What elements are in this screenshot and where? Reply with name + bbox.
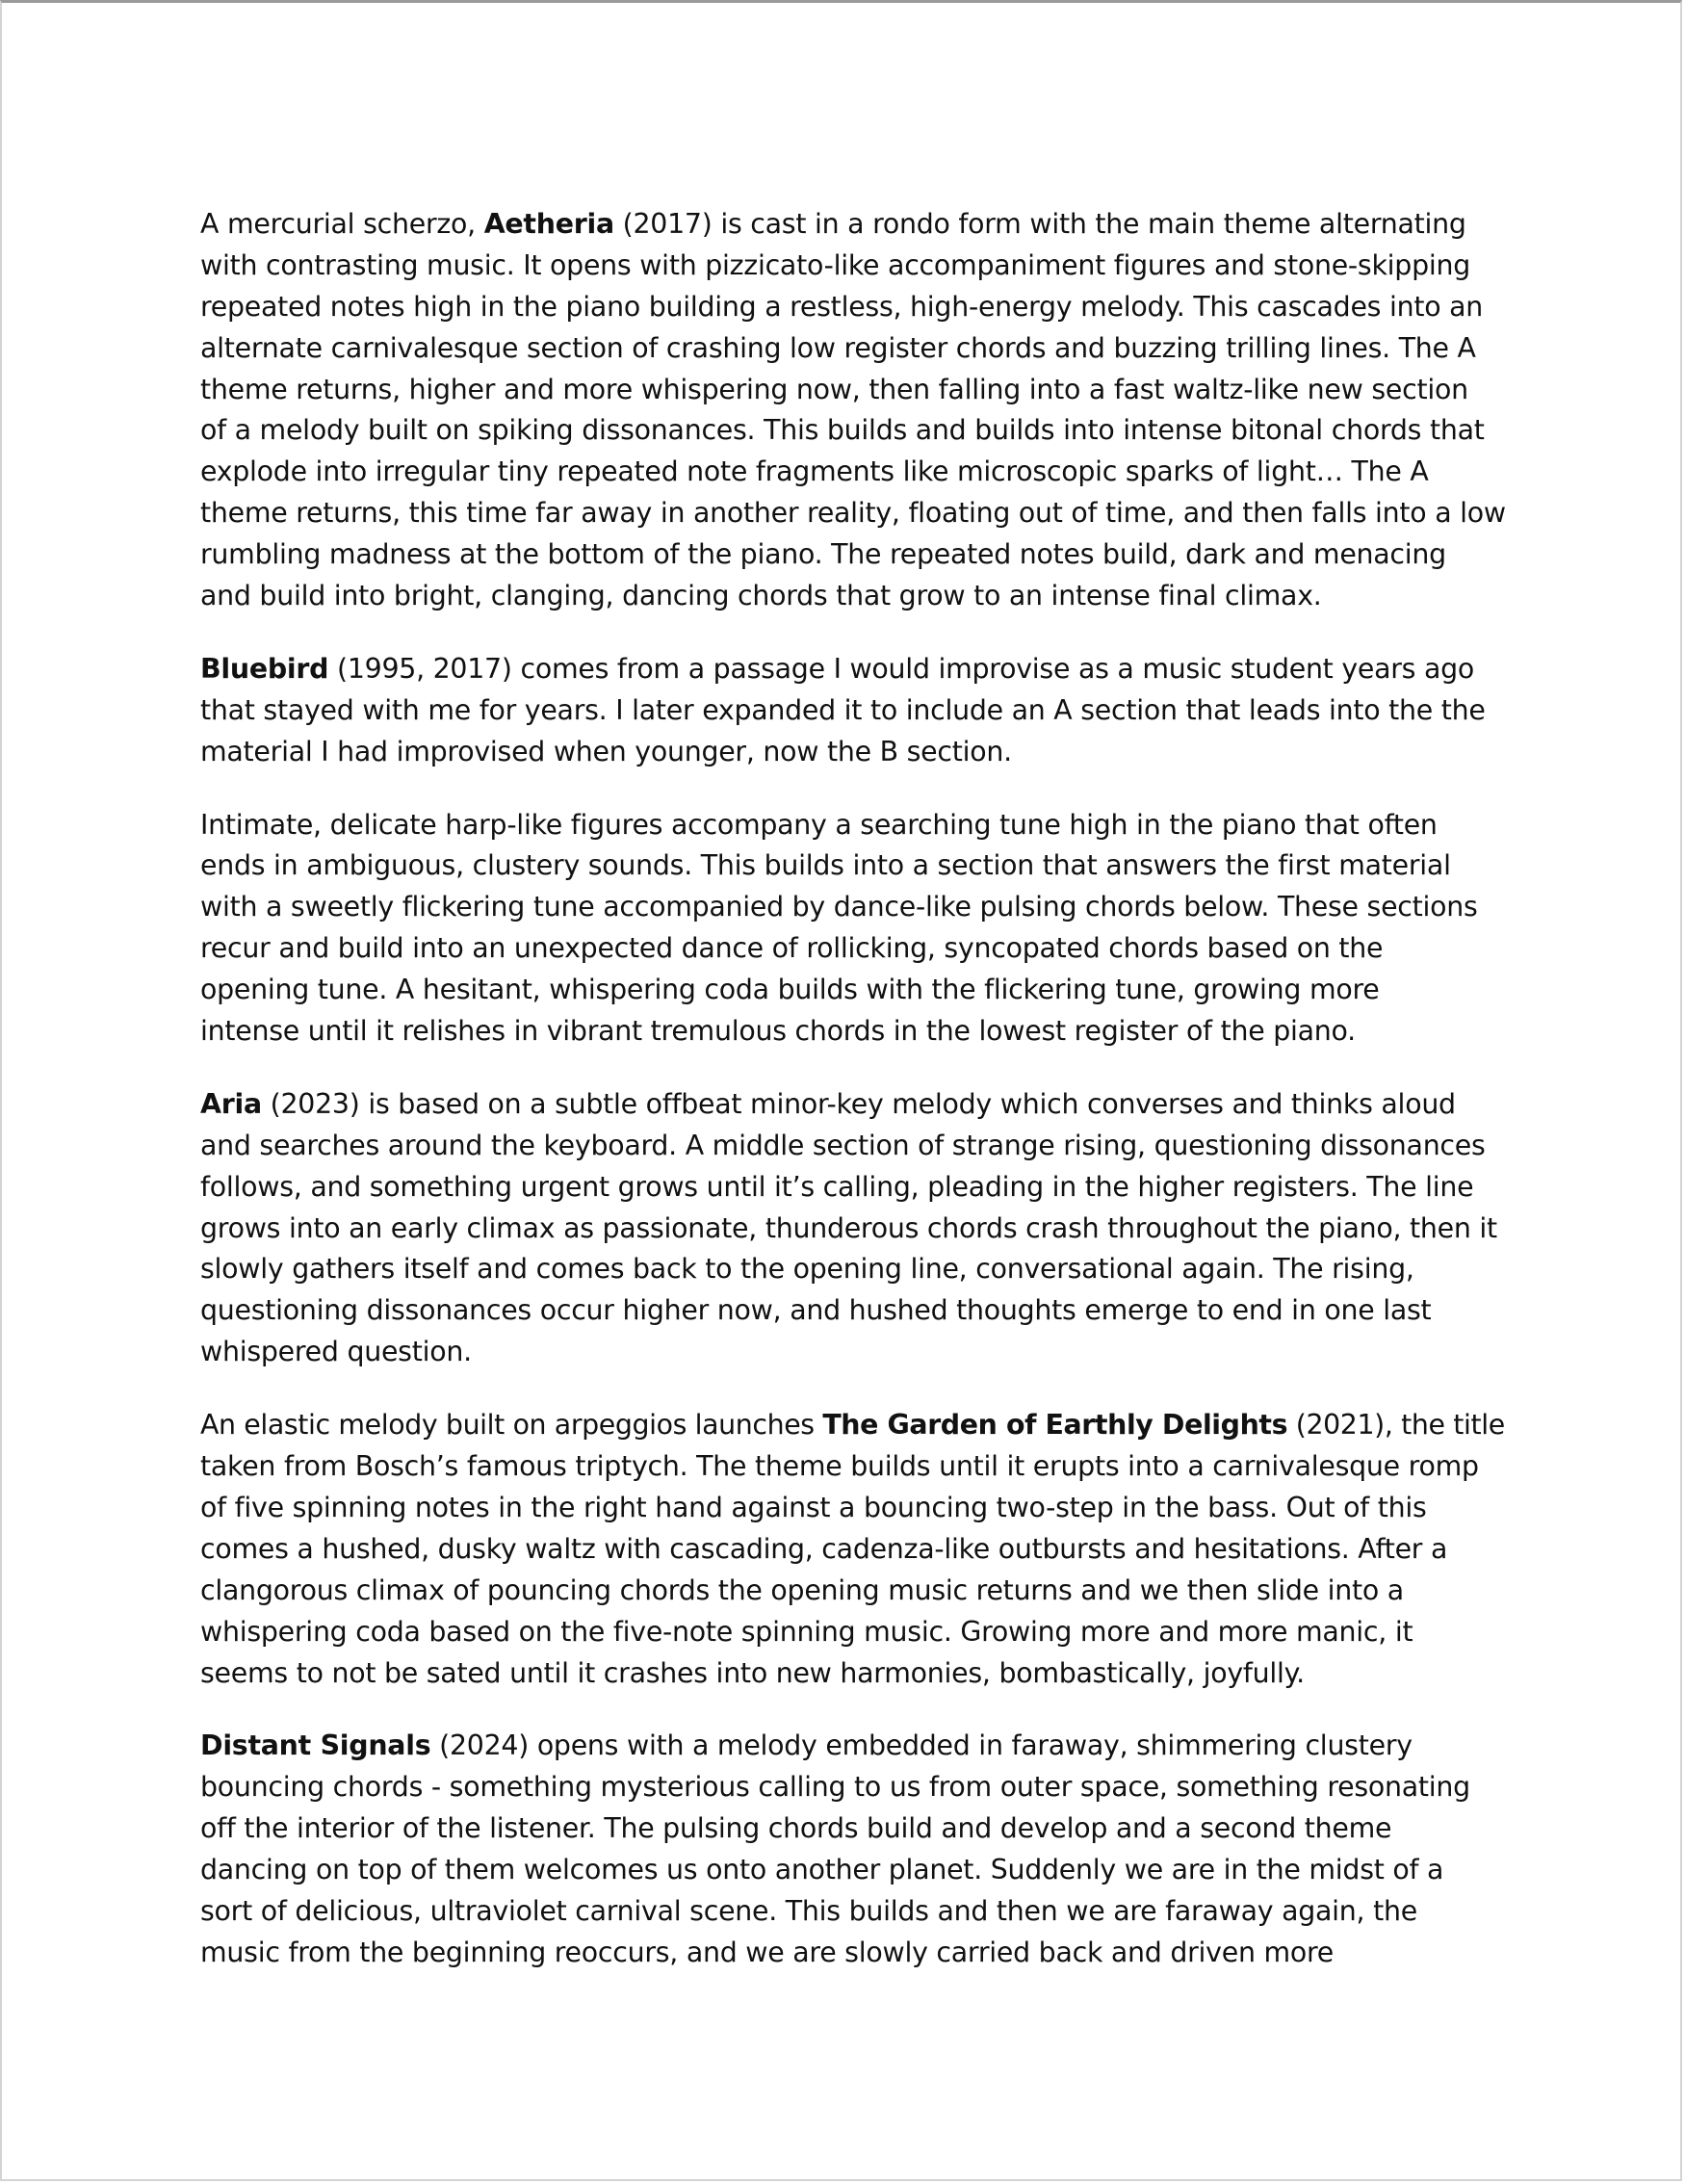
text-segment: Intimate, delicate harp-like figures accompany a searching tune high in the piano that often <box>200 808 1438 841</box>
text-line <box>200 204 1510 246</box>
text-line <box>200 928 1510 970</box>
text-line <box>200 1167 1510 1209</box>
text-line <box>200 970 1510 1011</box>
text-line <box>200 1249 1510 1290</box>
text-line <box>200 1011 1510 1053</box>
text-line <box>200 845 1510 887</box>
text-line <box>200 1084 1510 1126</box>
text-segment: ends in ambiguous, clustery sounds. This builds into a section that answers the first material <box>200 849 1451 882</box>
text-line <box>200 1332 1510 1373</box>
text-segment: that stayed with me for years. I later expanded it to include an A section that leads into the the <box>200 693 1486 726</box>
work-title: Distant Signals <box>200 1729 431 1762</box>
text-line <box>200 370 1510 411</box>
text-segment: whispered question. <box>200 1336 472 1368</box>
text-segment: whispering coda based on the five-note spinning music. Growing more and more manic, it <box>200 1615 1413 1648</box>
text-line <box>200 1933 1510 1974</box>
text-segment: (2023) is based on a subtle offbeat minor-key melody which converses and thinks aloud <box>261 1087 1456 1120</box>
text-line <box>200 1488 1510 1529</box>
text-segment: (1995, 2017) comes from a passage I would improvise as a music student years ago <box>328 652 1475 685</box>
text-line <box>200 1126 1510 1167</box>
text-segment: slowly gathers itself and comes back to the opening line, conversational again. The rising, <box>200 1253 1414 1286</box>
text-segment: music from the beginning reoccurs, and we are slowly carried back and driven more <box>200 1936 1335 1968</box>
text-segment: of five spinning notes in the right hand against a bouncing two-step in the bass. Out of this <box>200 1491 1427 1523</box>
paragraph <box>200 204 1510 617</box>
text-line <box>200 1726 1510 1767</box>
text-segment: (2021), the title <box>1287 1409 1505 1442</box>
text-segment: seems to not be sated until it crashes into new harmonies, bombastically, joyfully. <box>200 1656 1305 1689</box>
paragraph <box>200 1084 1510 1373</box>
text-segment: off the interior of the listener. The pulsing chords build and develop and a second theme <box>200 1812 1392 1845</box>
text-segment: taken from Bosch’s famous triptych. The theme builds until it erupts into a carnivalesque romp <box>200 1450 1479 1483</box>
text-line <box>200 1850 1510 1891</box>
text-segment: dancing on top of them welcomes us onto another planet. Suddenly we are in the midst of a <box>200 1854 1444 1886</box>
text-segment: An elastic melody built on arpeggios launches <box>200 1409 823 1442</box>
text-segment: (2017) is cast in a rondo form with the main theme alternating <box>613 208 1466 240</box>
text-line <box>200 887 1510 928</box>
paragraph <box>200 649 1510 773</box>
work-title: Aetheria <box>483 208 614 240</box>
text-segment: theme returns, higher and more whispering now, then falling into a fast waltz-like new section <box>200 373 1468 405</box>
text-segment: material I had improvised when younger, now the B section. <box>200 735 1012 767</box>
text-segment: sort of delicious, ultraviolet carnival scene. This builds and then we are faraway again, the <box>200 1894 1417 1927</box>
text-line <box>200 287 1510 328</box>
text-line <box>200 246 1510 287</box>
text-segment: of a melody built on spiking dissonances. This builds and builds into intense bitonal chords that <box>200 414 1485 447</box>
text-segment: and build into bright, clanging, dancing chords that grow to an intense final climax. <box>200 580 1322 612</box>
text-line <box>200 1808 1510 1850</box>
text-line <box>200 690 1510 732</box>
text-segment: with contrasting music. It opens with pizzicato-like accompaniment figures and stone-skipping <box>200 248 1470 281</box>
text-segment: grows into an early climax as passionate, thunderous chords crash throughout the piano, then it <box>200 1211 1497 1244</box>
text-segment: questioning dissonances occur higher now, and hushed thoughts emerge to end in one last <box>200 1294 1432 1327</box>
text-segment: A mercurial scherzo, <box>200 208 484 240</box>
text-segment: alternate carnivalesque section of crashing low register chords and buzzing trilling lines. The A <box>200 331 1476 364</box>
text-line <box>200 576 1510 617</box>
text-segment: with a sweetly flickering tune accompanied by dance-like pulsing chords below. These sections <box>200 891 1478 923</box>
text-segment: opening tune. A hesitant, whispering coda builds with the flickering tune, growing more <box>200 974 1380 1006</box>
text-line <box>200 649 1510 690</box>
paragraph <box>200 1726 1510 1973</box>
text-line <box>200 452 1510 493</box>
text-segment: (2024) opens with a melody embedded in faraway, shimmering clustery <box>430 1729 1413 1762</box>
text-line <box>200 1290 1510 1332</box>
text-segment: comes a hushed, dusky waltz with cascading, cadenza-like outbursts and hesitations. After a <box>200 1532 1448 1565</box>
paragraph <box>200 805 1510 1053</box>
text-segment: follows, and something urgent grows until it’s calling, pleading in the higher registers. The line <box>200 1170 1474 1203</box>
text-line <box>200 410 1510 452</box>
text-line <box>200 1446 1510 1488</box>
text-segment: intense until it relishes in vibrant tremulous chords in the lowest register of the piano. <box>200 1015 1356 1048</box>
text-line <box>200 1405 1510 1446</box>
text-line <box>200 1891 1510 1933</box>
text-segment: repeated notes high in the piano building a restless, high-energy melody. This cascades into an <box>200 290 1484 323</box>
text-segment: explode into irregular tiny repeated note fragments like microscopic sparks of light… The A <box>200 455 1429 488</box>
text-line <box>200 1571 1510 1612</box>
text-line <box>200 1529 1510 1571</box>
text-line <box>200 732 1510 773</box>
text-line <box>200 1653 1510 1695</box>
text-line <box>200 1612 1510 1653</box>
document-body <box>200 204 1510 2006</box>
text-line <box>200 534 1510 576</box>
text-line <box>200 493 1510 534</box>
work-title: Aria <box>200 1087 262 1120</box>
text-segment: rumbling madness at the bottom of the piano. The repeated notes build, dark and menacing <box>200 538 1446 571</box>
text-line <box>200 1767 1510 1808</box>
text-segment: theme returns, this time far away in another reality, floating out of time, and then falls into a low <box>200 497 1506 530</box>
work-title: Bluebird <box>200 652 329 685</box>
text-line <box>200 1209 1510 1250</box>
text-segment: and searches around the keyboard. A middle section of strange rising, questioning dissonances <box>200 1129 1486 1161</box>
text-line <box>200 805 1510 846</box>
text-segment: bouncing chords - something mysterious calling to us from outer space, something resonating <box>200 1771 1470 1804</box>
text-segment: clangorous climax of pouncing chords the opening music returns and we then slide into a <box>200 1573 1404 1606</box>
work-title: The Garden of Earthly Delights <box>822 1409 1288 1442</box>
paragraph <box>200 1405 1510 1694</box>
text-line <box>200 328 1510 370</box>
text-segment: recur and build into an unexpected dance of rollicking, syncopated chords based on the <box>200 932 1384 965</box>
